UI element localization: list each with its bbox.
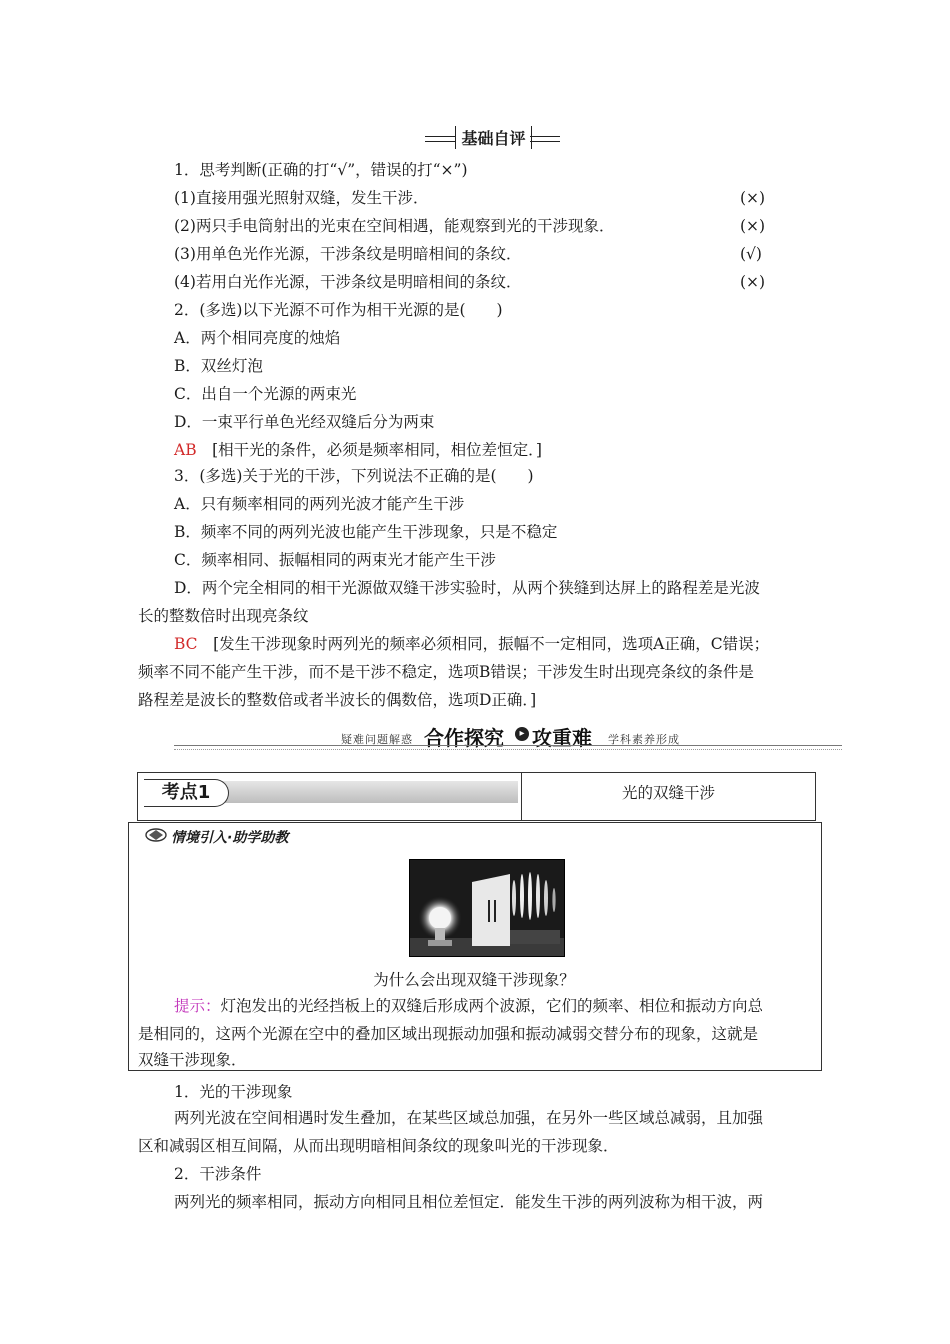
body-para-2a: 两列光的频率相同，振动方向相同且相位差恒定．能发生干涉的两列波称为相干波，两 [174,1193,764,1211]
banner-rule [174,745,842,750]
q2-option-a: A．两个相同亮度的烛焰 [174,329,341,347]
header-rule-left [425,136,455,142]
q3-answer-line [174,634,769,654]
q3-explain-3: 路程差是波长的整数倍或者半波长的偶数倍，选项D正确．] [138,691,537,709]
q2-answer: AB [174,441,197,459]
section-title: 基础自评 [455,126,532,149]
q1-mark-2: (×) [740,217,766,235]
q3-option-d-line1: D．两个完全相同的相干光源做双缝干涉实验时，从两个狭缝到达屏上的路程差是光波 [174,579,760,597]
q1-item-2: (2)两只手电筒射出的光束在空间相遇，能观察到光的干涉现象． [174,217,615,235]
body-para-1a: 两列光波在空间相遇时发生叠加，在某些区域总加强，在另外一些区域总减弱，且加强 [174,1109,764,1127]
scenario-label: 情境引入·助学助教 [171,830,289,846]
kaodian-table [137,772,816,821]
q1-stem: 1．思考判断(正确的打“√”，错误的打“×”) [174,161,468,179]
hint-line-3: 双缝干涉现象． [138,1051,247,1069]
kaodian-label: 考点1 [144,779,229,807]
q3-option-a: A．只有频率相同的两列光波才能产生干涉 [174,495,465,513]
lamp-slit-image [410,860,564,956]
hint-line-1 [174,996,763,1016]
body-heading-1: 1．光的干涉现象 [174,1083,293,1101]
q3-option-b: B．频率不同的两列光波也能产生干涉现象，只是不稳定 [174,523,558,541]
banner-right-text: 学科素养形成 [608,733,680,746]
arrow-dot-icon: ▸ [515,727,529,741]
q2-option-d: D．一束平行单色光经双缝后分为两束 [174,413,435,431]
q3-explain-2: 频率不同不能产生干涉，而不是干涉不稳定，选项B错误；干涉发生时出现亮条纹的条件是 [138,663,754,681]
q1-item-3: (3)用单色光作光源，干涉条纹是明暗相间的条纹． [174,245,522,263]
header-rule-right [530,136,560,142]
q1-item-4: (4)若用白光作光源，干涉条纹是明暗相间的条纹． [174,273,522,291]
body-para-1b: 区和减弱区相互间隔，从而出现明暗相间条纹的现象叫光的干涉现象． [138,1137,619,1155]
hint-label: 提示： [174,997,221,1015]
q2-answer-line [174,440,542,460]
q3-option-c: C．频率相同、振幅相同的两束光才能产生干涉 [174,551,496,569]
banner-left-text: 疑难问题解惑 [341,733,413,746]
q2-option-b: B．双丝灯泡 [174,357,263,375]
q2-option-c: C．出自一个光源的两束光 [174,385,357,403]
q3-option-d-line2: 长的整数倍时出现亮条纹 [138,607,309,625]
q3-stem: 3．(多选)关于光的干涉，下列说法不正确的是( ) [174,467,534,485]
q3-answer: BC [174,635,198,653]
q2-stem: 2．(多选)以下光源不可作为相干光源的是( ) [174,301,503,319]
double-slit-photo [409,859,565,957]
hint-text-1: 灯泡发出的光经挡板上的双缝后形成两个波源，它们的频率、相位和振动方向总 [220,997,764,1015]
scenario-caption: 为什么会出现双缝干涉现象？ [373,971,575,989]
q1-mark-4: (×) [740,273,766,291]
q3-explain-1: [发生干涉现象时两列光的频率必须相同，振幅不一定相同，选项A正确，C错误； [213,635,770,653]
q1-mark-1: (×) [740,189,766,207]
hint-line-2: 是相同的，这两个光源在空中的叠加区域出现振动加强和振动减弱交替分布的现象，这就是 [138,1025,759,1043]
banner-title-2: 攻重难 [532,726,592,750]
guide-icon [145,827,167,843]
section-banner [174,722,842,752]
kaodian-topic: 光的双缝干涉 [621,784,715,802]
section-header [425,126,560,148]
q1-item-1: (1)直接用强光照射双缝，发生干涉． [174,189,429,207]
body-heading-2: 2．干涉条件 [174,1165,262,1183]
banner-title-1: 合作探究 [424,726,504,750]
q1-mark-3: (√) [740,245,762,263]
q2-explain: [相干光的条件，必须是频率相同，相位差恒定．] [212,441,542,459]
